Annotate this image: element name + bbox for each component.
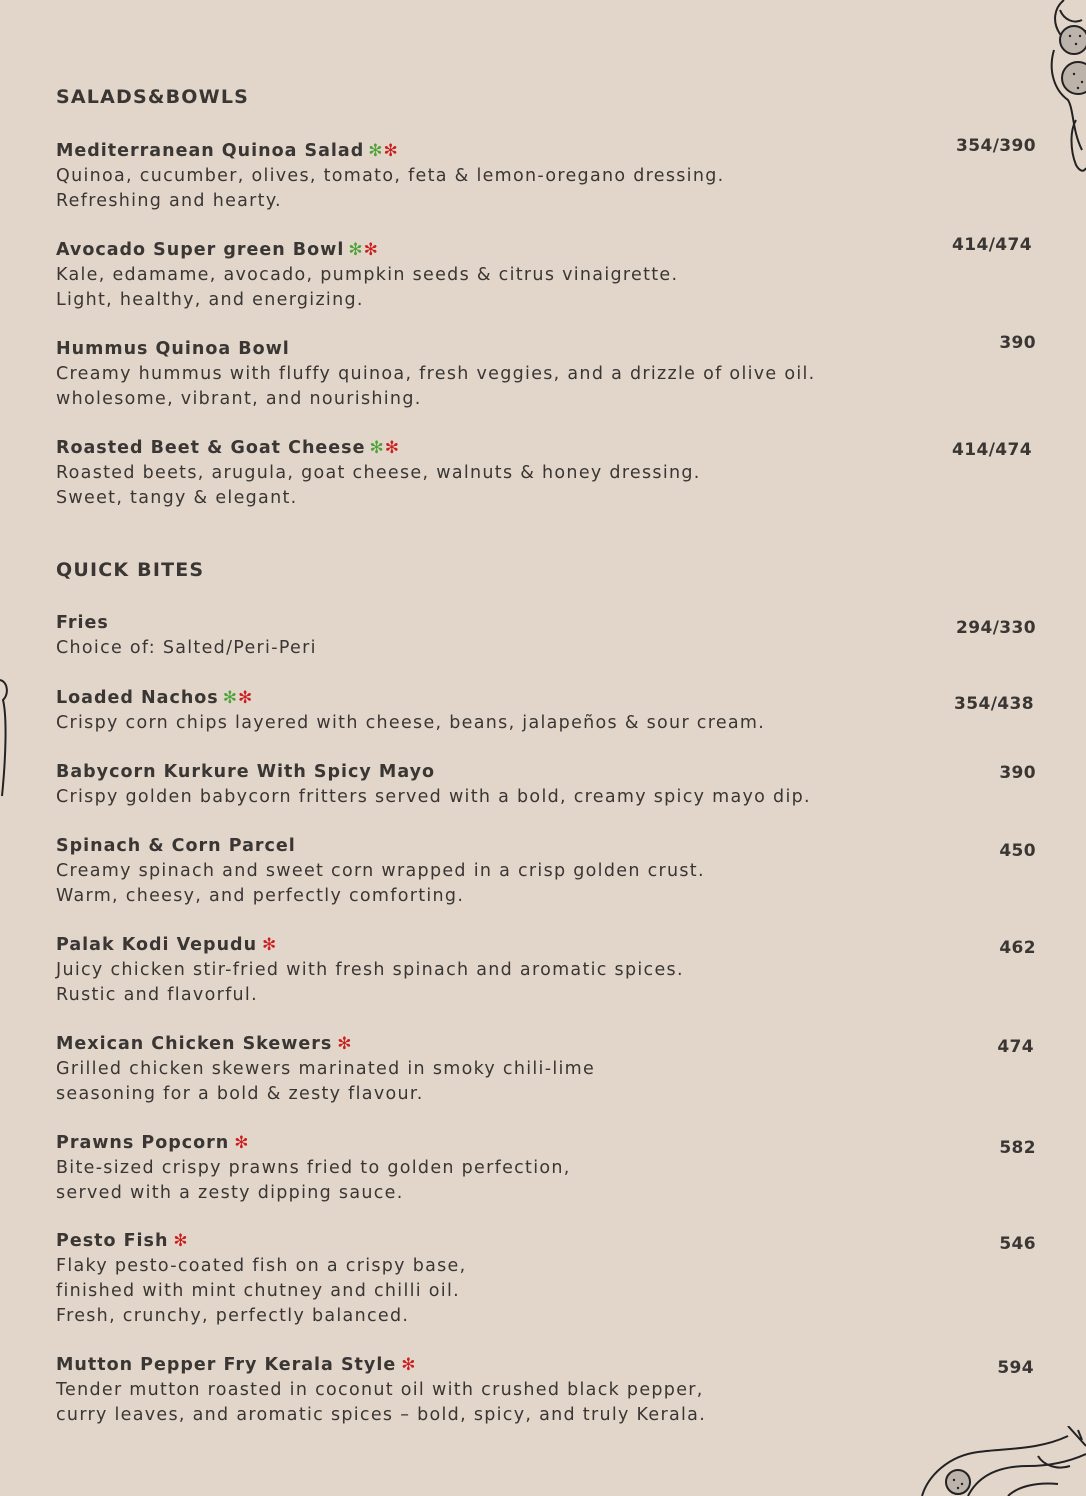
item-price: 354/438	[954, 694, 1034, 714]
item-name: Pesto Fish ✻	[56, 1231, 189, 1251]
item-price: 414/474	[952, 235, 1032, 255]
herb-illustration-bottom-right	[918, 1426, 1086, 1496]
item-price: 594	[997, 1358, 1034, 1378]
item-name: Spinach & Corn Parcel	[56, 836, 296, 856]
veg-asterisk-icon: ✻	[348, 240, 364, 260]
spicy-asterisk-icon: ✻	[237, 688, 254, 708]
item-price: 414/474	[952, 440, 1032, 460]
menu-item	[56, 1353, 1036, 1428]
item-description: Creamy hummus with fluffy quinoa, fresh veggies, and a drizzle of olive oil. wholesome, vibrant, and nourishing.	[56, 364, 816, 409]
item-price: 462	[999, 938, 1036, 958]
item-description: Flaky pesto-coated fish on a crispy base, finished with mint chutney and chilli oil. Fresh, crunchy, perfectly balanced.	[56, 1256, 467, 1326]
item-name: Roasted Beet & Goat Cheese ✻✻	[56, 438, 400, 458]
menu-item	[56, 933, 1036, 1008]
menu-item	[56, 1032, 1036, 1107]
spicy-asterisk-icon: ✻	[173, 1231, 189, 1251]
menu-item	[56, 235, 1036, 313]
item-description: Crispy corn chips layered with cheese, beans, jalapeños & sour cream.	[56, 713, 766, 733]
veg-asterisk-icon: ✻	[222, 688, 238, 708]
menu-item	[56, 1229, 1036, 1328]
item-price: 546	[999, 1234, 1036, 1254]
section-title-salads-bowls: SALADS&BOWLS	[56, 86, 250, 108]
item-name: Fries	[56, 613, 109, 633]
item-description: Choice of: Salted/Peri-Peri	[56, 638, 317, 658]
item-name: Prawns Popcorn ✻	[56, 1133, 250, 1153]
item-description: Tender mutton roasted in coconut oil with crushed black pepper, curry leaves, and aromatic spices – bold, spicy, and truly Kerala.	[56, 1380, 707, 1425]
menu-item	[56, 760, 1036, 810]
menu-item	[56, 686, 1036, 736]
item-description: Juicy chicken stir-fried with fresh spinach and aromatic spices. Rustic and flavorful.	[56, 960, 684, 1005]
section-title-quick-bites: QUICK BITES	[56, 559, 205, 581]
item-name: Mediterranean Quinoa Salad ✻✻	[56, 141, 399, 161]
item-price: 354/390	[956, 136, 1036, 156]
item-description: Creamy spinach and sweet corn wrapped in a crisp golden crust. Warm, cheesy, and perfectly comforting.	[56, 861, 705, 906]
menu-item	[56, 834, 1036, 909]
menu-item	[56, 1131, 1036, 1206]
item-description: Quinoa, cucumber, olives, tomato, feta & lemon-oregano dressing. Refreshing and hearty.	[56, 166, 725, 211]
item-name: Avocado Super green Bowl ✻✻	[56, 240, 379, 260]
veg-asterisk-icon: ✻	[369, 438, 385, 458]
menu-item	[56, 136, 1036, 214]
item-name: Loaded Nachos ✻✻	[56, 688, 254, 708]
item-price: 450	[999, 841, 1036, 861]
spicy-asterisk-icon: ✻	[337, 1034, 353, 1054]
item-price: 390	[999, 763, 1036, 783]
item-name: Palak Kodi Vepudu ✻	[56, 935, 278, 955]
item-price: 474	[997, 1037, 1034, 1057]
item-price: 582	[999, 1138, 1036, 1158]
item-price: 294/330	[956, 618, 1036, 638]
veg-asterisk-icon: ✻	[368, 141, 384, 161]
leaf-illustration-left	[0, 676, 10, 801]
item-name: Hummus Quinoa Bowl	[56, 339, 290, 359]
menu-item	[56, 611, 1036, 661]
item-description: Crispy golden babycorn fritters served with a bold, creamy spicy mayo dip.	[56, 787, 811, 807]
spicy-asterisk-icon: ✻	[234, 1133, 250, 1153]
item-description: Kale, edamame, avocado, pumpkin seeds & citrus vinaigrette. Light, healthy, and energizing.	[56, 265, 679, 310]
spicy-asterisk-icon: ✻	[383, 141, 399, 161]
item-description: Grilled chicken skewers marinated in smoky chili-lime seasoning for a bold & zesty flavour.	[56, 1059, 596, 1104]
spicy-asterisk-icon: ✻	[384, 438, 400, 458]
spicy-asterisk-icon: ✻	[262, 935, 278, 955]
item-name: Mutton Pepper Fry Kerala Style ✻	[56, 1355, 417, 1375]
item-name: Mexican Chicken Skewers ✻	[56, 1034, 353, 1054]
spicy-asterisk-icon: ✻	[363, 240, 379, 260]
item-name: Babycorn Kurkure With Spicy Mayo	[56, 762, 436, 782]
item-description: Roasted beets, arugula, goat cheese, walnuts & honey dressing. Sweet, tangy & elegant.	[56, 463, 701, 508]
menu-item	[56, 333, 1036, 412]
item-description: Bite-sized crispy prawns fried to golden perfection, served with a zesty dipping sauce.	[56, 1158, 571, 1203]
menu-item	[56, 436, 1036, 511]
item-price: 390	[999, 333, 1036, 353]
spicy-asterisk-icon: ✻	[401, 1355, 417, 1375]
